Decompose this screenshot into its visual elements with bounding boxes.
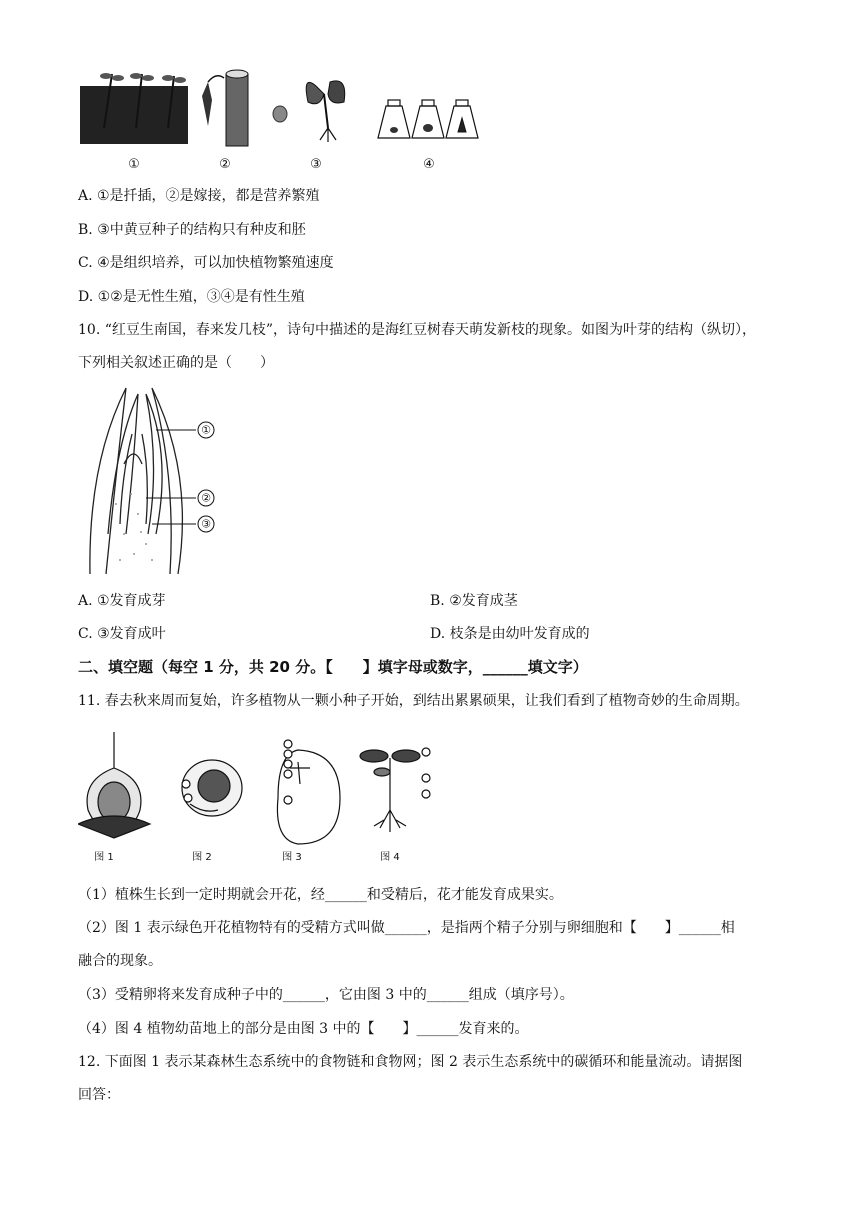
fig-label-2: ② [219, 157, 231, 172]
bud-label-3: ③ [201, 517, 211, 531]
q10-stem-line2: 下列相关叙述正确的是（ ） [78, 355, 274, 371]
q10-option-a: A. ①发育成芽 [78, 593, 166, 609]
q11-figures [78, 728, 458, 868]
bud-label-2: ② [201, 491, 211, 505]
q9-option-c: C. ④是组织培养，可以加快植物繁殖速度 [78, 255, 334, 271]
q11-sub3: （3）受精卵将来发育成种子中的______，它由图 3 中的______组成（填序号）。 [78, 987, 574, 1003]
fig-label-3: ③ [310, 157, 322, 172]
q11-fig1-caption: 图 1 [94, 852, 114, 863]
q11-figure-strip [78, 728, 458, 868]
q11-fig4-caption: 图 4 [380, 852, 400, 863]
q11-fig2-caption: 图 2 [192, 852, 212, 863]
q10-option-c: C. ③发育成叶 [78, 626, 166, 642]
q11-sub2-line2: 融合的现象。 [78, 953, 162, 969]
fig-label-1: ① [128, 157, 140, 172]
q10-option-b: B. ②发育成茎 [430, 593, 518, 609]
q9-option-b: B. ③中黄豆种子的结构只有种皮和胚 [78, 222, 306, 238]
q11-sub1: （1）植株生长到一定时期就会开花，经______和受精后，花才能发育成果实。 [78, 887, 563, 903]
section2-heading: 二、填空题（每空 1 分，共 20 分。【 】填字母或数字，______填文字） [78, 658, 588, 676]
q9-option-a: A. ①是扦插，②是嫁接，都是营养繁殖 [78, 188, 320, 204]
bud-label-1: ① [201, 423, 211, 437]
leaf-bud-figure [86, 384, 226, 578]
q11-fig3-caption: 图 3 [282, 852, 302, 863]
leaf-bud-diagram [86, 384, 226, 578]
q9-option-d: D. ①②是无性生殖，③④是有性生殖 [78, 289, 305, 305]
q12-stem-line1: 12. 下面图 1 表示某森林生态系统中的食物链和食物网；图 2 表示生态系统中的碳循环和能量流动。请据图 [78, 1054, 743, 1070]
q10-option-d: D. 枝条是由幼叶发育成的 [430, 626, 590, 642]
q11-stem: 11. 春去秋来周而复始，许多植物从一颗小种子开始，到结出累累硕果，让我们看到了植物奇妙的生命周期。 [78, 693, 749, 709]
propagation-figure [76, 66, 496, 178]
q12-stem-line2: 回答： [78, 1087, 120, 1103]
q11-sub4: （4）图 4 植物幼苗地上的部分是由图 3 中的【 】______发育来的。 [78, 1021, 529, 1037]
fig-label-4: ④ [423, 157, 435, 172]
q11-sub2-line1: （2）图 1 表示绿色开花植物特有的受精方式叫做______，是指两个精子分别与卵细胞和【 】______相 [78, 920, 735, 936]
propagation-illustration [76, 66, 496, 178]
q10-stem-line1: 10. “红豆生南国，春来发几枝”，诗句中描述的是海红豆树春天萌发新枝的现象。如图为叶芽的结构（纵切）， [78, 322, 757, 338]
